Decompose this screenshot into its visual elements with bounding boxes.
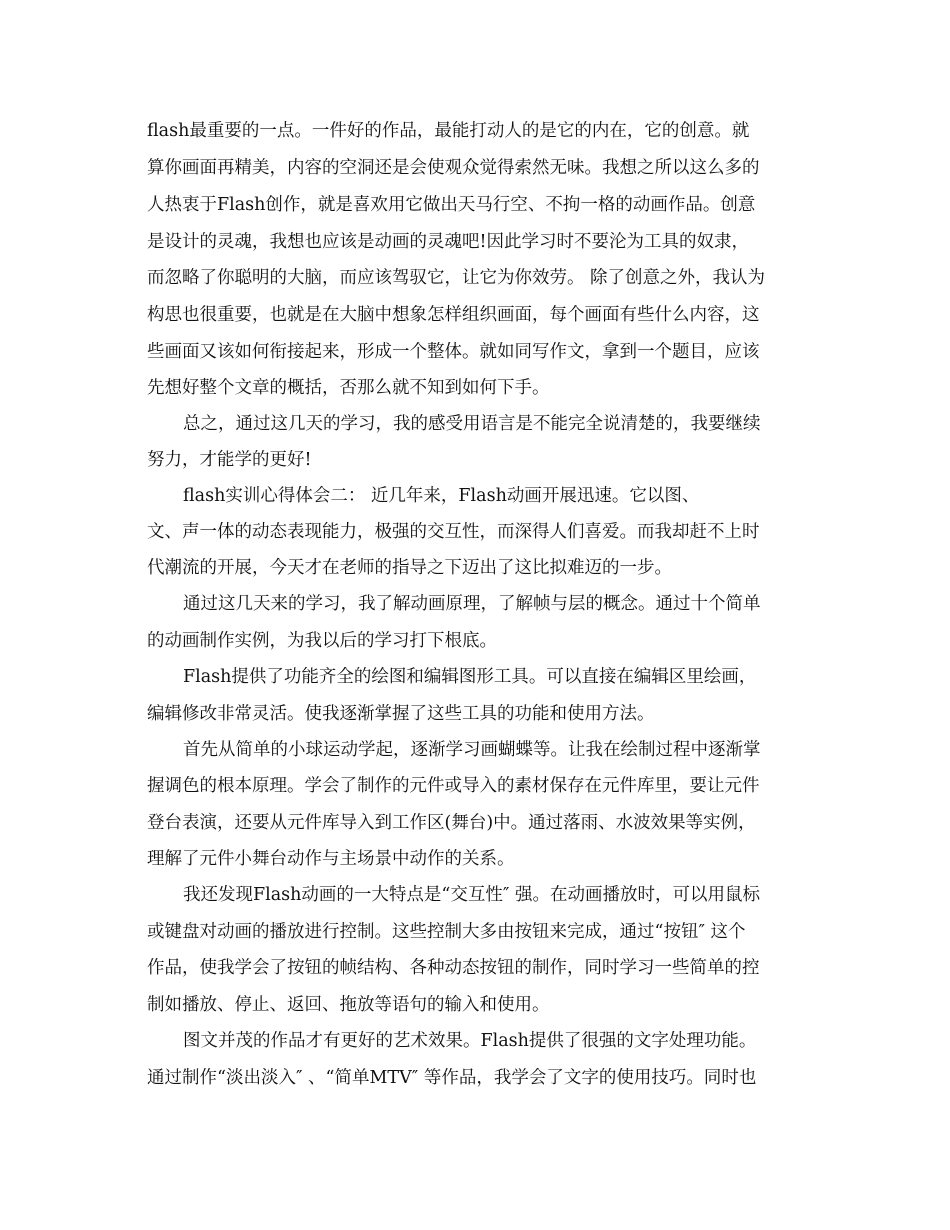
text-line: 代潮流的开展，今天才在老师的指导之下迈出了这比拟难迈的一步。 <box>147 558 672 578</box>
text-line: 而忽略了你聪明的大脑，而应该驾驭它，让它为你效劳。 除了创意之外，我认为 <box>147 268 766 288</box>
text-line: 是设计的灵魂，我想也应该是动画的灵魂吧!因此学习时不要沦为工具的奴隶， <box>147 232 750 252</box>
text-line: 通过制作“淡出淡入″ 、“简单MTV″ 等作品，我学会了文字的使用技巧。同时也 <box>147 1068 757 1088</box>
text-line: 编辑修改非常灵活。使我逐渐掌握了这些工具的功能和使用方法。 <box>147 704 655 724</box>
paragraph-start-line: 首先从简单的小球运动学起，逐渐学习画蝴蝶等。让我在绘制过程中逐渐掌 <box>183 740 761 760</box>
text-line: 文、声一体的动态表现能力，极强的交互性，而深得人们喜爱。而我却赶不上时 <box>147 522 760 542</box>
text-line: 理解了元件小舞台动作与主场景中动作的关系。 <box>147 849 515 869</box>
paragraph-start-line: 通过这几天来的学习，我了解动画原理，了解帧与层的概念。通过十个简单 <box>183 594 761 614</box>
text-line: 作品，使我学会了按钮的帧结构、各种动态按钮的制作，同时学习一些简单的控 <box>147 958 760 978</box>
paragraph-start-line: Flash提供了功能齐全的绘图和编辑图形工具。可以直接在编辑区里绘画， <box>183 667 757 687</box>
paragraph-start-line: 图文并茂的作品才有更好的艺术效果。Flash提供了很强的文字处理功能。 <box>183 1031 757 1051</box>
text-line: 努力，才能学的更好! <box>147 450 312 470</box>
text-line: 构思也很重要，也就是在大脑中想象怎样组织画面，每个画面有些什么内容，这 <box>147 305 760 325</box>
text-line: 先想好整个文章的概括，否那么就不知到如何下手。 <box>147 378 550 398</box>
text-line: 的动画制作实例，为我以后的学习打下根底。 <box>147 631 497 651</box>
text-line: flash最重要的一点。一件好的作品，最能打动人的是它的内在，它的创意。就 <box>147 121 750 141</box>
paragraph-start-line: 我还发现Flash动画的一大特点是“交互性″ 强。在动画播放时，可以用鼠标 <box>183 885 760 905</box>
section-heading-line: flash实训心得体会二： 近几年来，Flash动画开展迅速。它以图、 <box>183 486 700 506</box>
text-line: 或键盘对动画的播放进行控制。这些控制大多由按钮来完成，通过“按钮″ 这个 <box>147 922 746 942</box>
text-line: 算你画面再精美，内容的空洞还是会使观众觉得索然无味。我想之所以这么多的 <box>147 158 760 178</box>
text-line: 握调色的根本原理。学会了制作的元件或导入的素材保存在元件库里，要让元件 <box>147 776 760 796</box>
text-line: 登台表演，还要从元件库导入到工作区(舞台)中。通过落雨、水波效果等实例， <box>147 813 756 833</box>
text-line: 人热衷于Flash创作，就是喜欢用它做出天马行空、不拘一格的动画作品。创意 <box>147 195 756 215</box>
text-line: 些画面又该如何衔接起来，形成一个整体。就如同写作文，拿到一个题目，应该 <box>147 342 760 362</box>
text-line: 制如播放、停止、返回、拖放等语句的输入和使用。 <box>147 995 550 1015</box>
paragraph-start-line: 总之，通过这几天的学习，我的感受用语言是不能完全说清楚的，我要继续 <box>183 414 761 434</box>
